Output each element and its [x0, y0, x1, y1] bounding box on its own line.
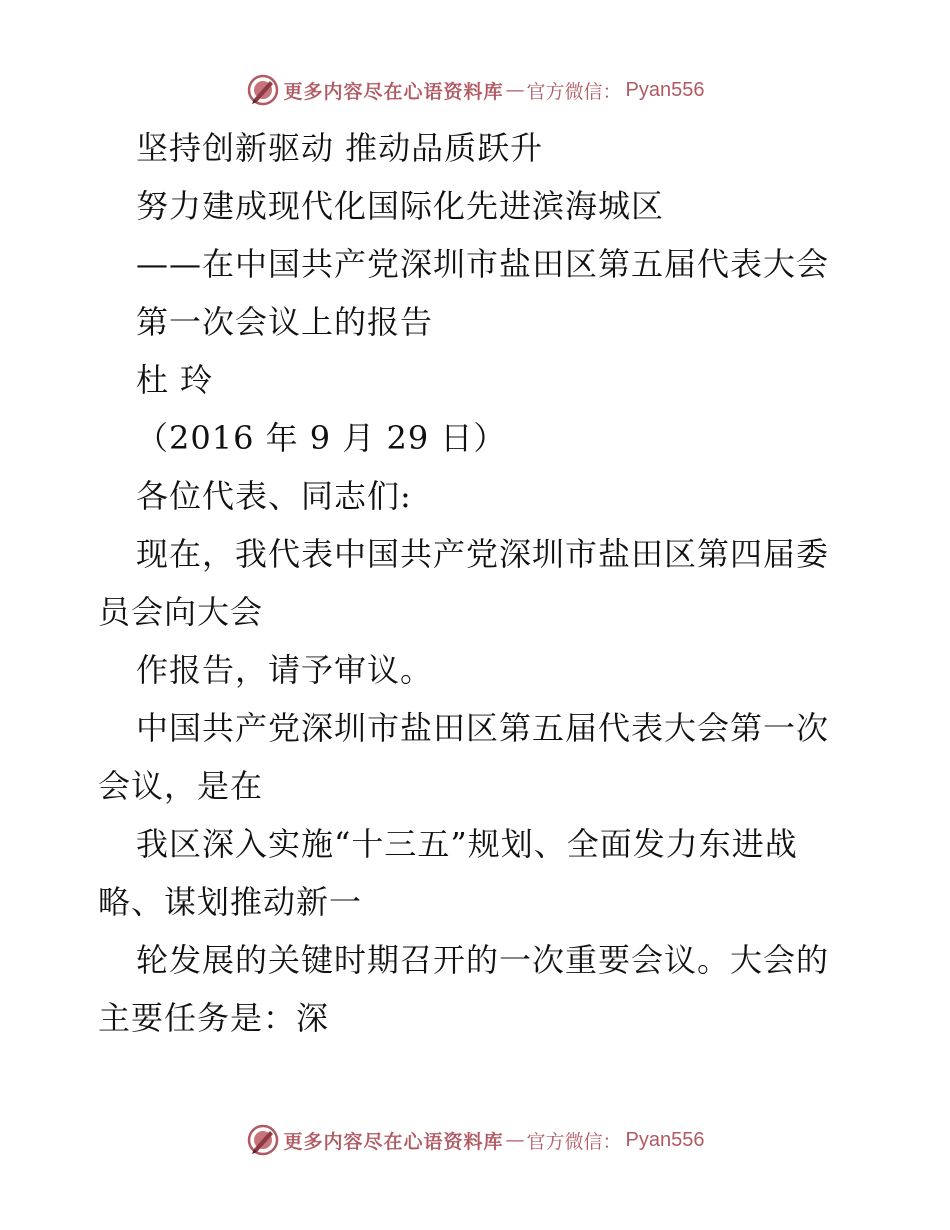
salutation: 各位代表、同志们:	[136, 477, 412, 515]
watermark-separator: —	[505, 1129, 525, 1151]
watermark-text: 更多内容尽在心语资料库	[283, 80, 504, 103]
paragraph-line: 作报告，请予审议。	[136, 651, 434, 689]
paragraph-line: 员会向大会	[98, 593, 264, 631]
paragraph-line: 轮发展的关键时期召开的一次重要会议。大会的	[136, 941, 830, 979]
watermark-text: 更多内容尽在心语资料库	[283, 1130, 504, 1153]
title-line-2: 努力建成现代化国际化先进滨海城区	[136, 187, 665, 225]
paragraph-line: 主要任务是：深	[98, 999, 330, 1037]
wechat-label: 官方微信：	[526, 1130, 622, 1153]
header-watermark	[0, 68, 950, 112]
subtitle-line-2: 第一次会议上的报告	[136, 303, 434, 341]
author: 杜 玲	[136, 361, 214, 399]
footer-watermark	[0, 1118, 950, 1162]
paragraph-line: 会议，是在	[98, 767, 264, 805]
watermark-separator: —	[505, 79, 525, 101]
report-date: （2016 年 9 月 29 日）	[136, 419, 507, 457]
title-line-1: 坚持创新驱动 推动品质跃升	[136, 129, 544, 167]
subtitle-line-1: ——在中国共产党深圳市盐田区第五届代表大会	[136, 245, 830, 283]
pen-logo-icon	[246, 73, 280, 107]
paragraph-line: 略、谋划推动新一	[98, 883, 363, 921]
wechat-label: 官方微信：	[526, 80, 622, 103]
pen-logo-icon	[246, 1123, 280, 1157]
paragraph-line: 中国共产党深圳市盐田区第五届代表大会第一次	[136, 709, 830, 747]
paragraph-line: 现在，我代表中国共产党深圳市盐田区第四届委	[136, 535, 830, 573]
wechat-id: Pyan556	[625, 1128, 705, 1151]
paragraph-line: 我区深入实施“十三五”规划、全面发力东进战	[136, 825, 798, 863]
wechat-id: Pyan556	[625, 78, 705, 101]
